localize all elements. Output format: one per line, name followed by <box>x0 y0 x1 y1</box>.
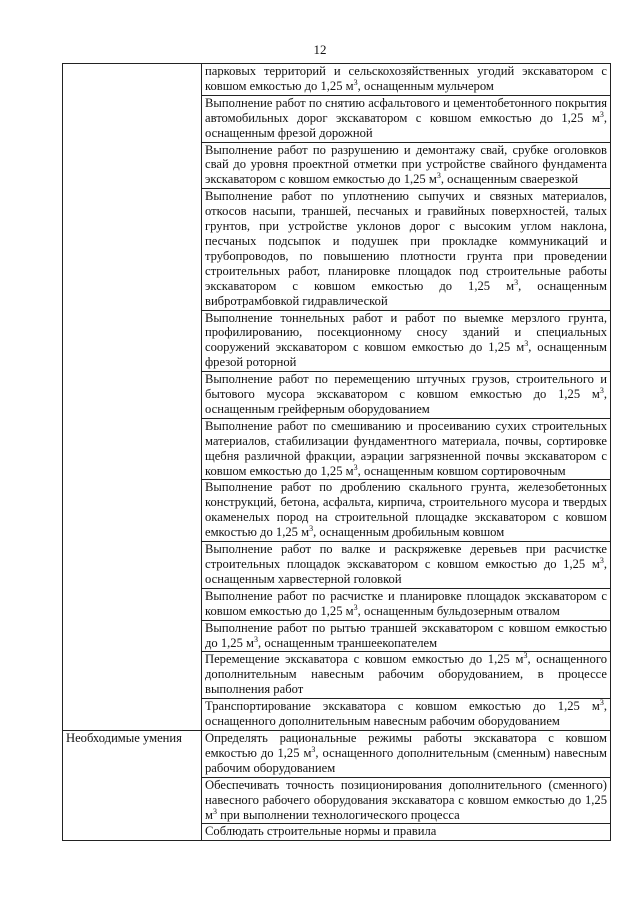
table-cell <box>202 542 611 589</box>
table-cell <box>202 372 611 419</box>
table-cell <box>202 699 611 731</box>
cell-text: Выполнение работ по рытью траншей экскаватором с ковшом емкостью до 1,25 $м^3$, оснащенным траншеекопателем <box>205 620 607 650</box>
row-label-cell <box>63 64 202 731</box>
labor-functions-table <box>62 63 611 841</box>
table-cell <box>202 777 611 824</box>
table-cell <box>202 824 611 841</box>
table-cell <box>202 189 611 310</box>
row-label-skills: Необходимые умения <box>66 730 182 745</box>
cell-text: Выполнение работ по валке и раскряжевке деревьев при расчистке строительных площадок экскаватором с ковшом емкостью до 1,25 $м^3$, оснащенным харвестерной головкой <box>205 542 607 586</box>
cell-text: Транспортирование экскаватора с ковшом емкостью до 1,25 $м^3$, оснащенного дополнительным навесным рабочим оборудованием <box>205 697 607 729</box>
table-cell <box>202 310 611 372</box>
table-row <box>63 730 611 777</box>
cell-text: Обеспечивать точность позиционирования дополнительного (сменного) навесного рабочего оборудования экскаватора с ковшом емкостью до 1,25 $м^3$ при выполнении технологического процесса <box>205 777 607 822</box>
table-cell <box>202 652 611 699</box>
table-cell <box>202 730 611 777</box>
cell-text: парковых территорий и сельскохозяйственных угодий экскаватором с ковшом емкостью до 1,25 $м^3$, оснащенным мульчером <box>205 64 607 93</box>
row-label-cell <box>63 730 202 840</box>
cell-text: Выполнение работ по снятию асфальтового и цементобетонного покрытия автомобильных дорог экскаватором с ковшом емкостью до 1,25 $м^3$, оснащенным фрезой дорожной <box>205 95 607 140</box>
cell-text: Соблюдать строительные нормы и правила <box>205 824 437 839</box>
table-cell <box>202 142 611 189</box>
cell-text: Выполнение работ по дроблению скального грунта, железобетонных конструкций, бетона, асфальта, кирпича, строительного мусора и твердых окаменелых пород на строительной площадке экскаватором с ковшом емкостью до 1,25 $м^3$, оснащенным дробильным ковшом <box>205 480 607 540</box>
cell-text: Перемещение экскаватора с ковшом емкостью до 1,25 $м^3$, оснащенного дополнительным навесным рабочим оборудованием, в процессе выполнения работ <box>205 651 607 697</box>
cell-text: Выполнение работ по смешиванию и просеиванию сухих строительных материалов, стабилизации фундаментного материала, почвы, сортировке щебня различной фракции, аэрации загрязненной почвы экскаватором с ковшом емкостью до 1,25 $м^3$, оснащенным ковшом сортировочным <box>205 418 607 478</box>
table-cell <box>202 418 611 480</box>
page-number: 12 <box>313 42 327 57</box>
cell-text: Определять рациональные режимы работы экскаватора с ковшом емкостью до 1,25 $м^3$, оснащенного дополнительным (сменным) навесным рабочим оборудованием <box>205 730 607 775</box>
table-cell <box>202 480 611 542</box>
table-cell <box>202 588 611 620</box>
cell-text: Выполнение тоннельных работ и работ по выемке мерзлого грунта, профилированию, посекционному сносу зданий и специальных сооружений экскаватором с ковшом емкостью до 1,25 $м^3$, оснащенным фрезой роторной <box>205 310 607 370</box>
cell-text: Выполнение работ по разрушению и демонтажу свай, срубке оголовков свай до уровня проектной отметки при устройстве свайного фундамента экскаватором с ковшом емкостью до 1,25 $м^3$, оснащенным сваерезкой <box>205 142 607 187</box>
cell-text: Выполнение работ по уплотнению сыпучих и связных материалов, откосов насыпи, траншей, песчаных и гравийных поверхностей, талых грунтов, при устройстве уклонов дорог с высоким углом наклона, песчаных подсыпок и подушек при прокладке коммуникаций и трубопроводов, по повышению плотности грунта при проведении строительных работ, планировке площадок под строительные работы экскаватором с ковшом емкостью до 1,25 $м^3$, оснащенным вибротрамбовкой гидравлической <box>205 189 607 308</box>
cell-text: Выполнение работ по расчистке и планировке площадок экскаватором с ковшом емкостью до 1,25 $м^3$, оснащенным бульдозерным отвалом <box>205 588 607 618</box>
cell-text: Выполнение работ по перемещению штучных грузов, строительного и бытового мусора экскаватором с ковшом емкостью до 1,25 $м^3$, оснащенным грейферным оборудованием <box>205 372 607 416</box>
table-row <box>63 64 611 96</box>
table-cell <box>202 620 611 652</box>
table-cell <box>202 64 611 96</box>
table-cell <box>202 95 611 142</box>
